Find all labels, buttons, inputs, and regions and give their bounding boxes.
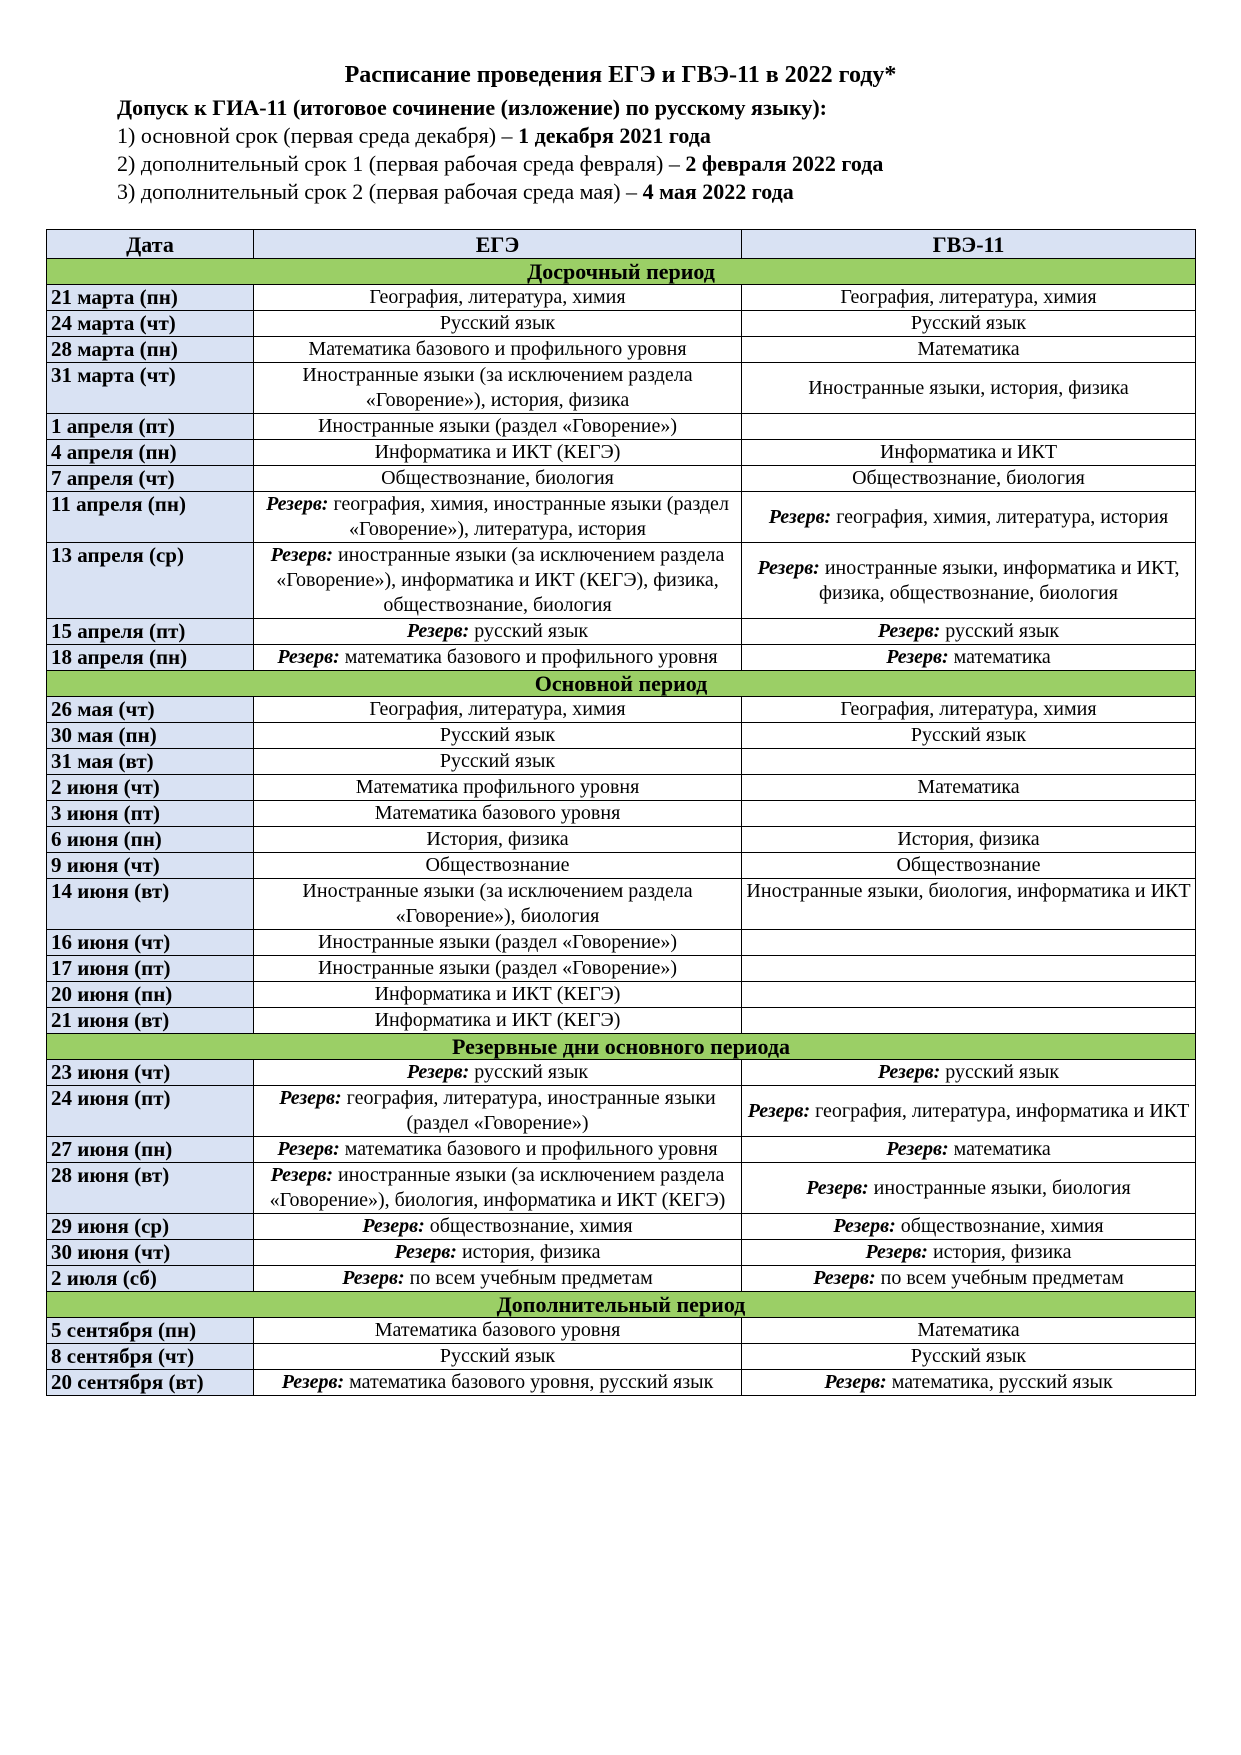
period-row xyxy=(47,1034,1196,1060)
subject-text: русский язык xyxy=(469,1061,589,1083)
subject-text: география, химия, литература, история xyxy=(831,505,1169,528)
subject-text: Обществознание, биология xyxy=(852,467,1085,489)
ege-cell xyxy=(254,1344,742,1370)
subject-text: по всем учебным предметам xyxy=(404,1267,653,1289)
date-cell: 2 июля (сб) xyxy=(47,1266,254,1292)
table-row xyxy=(47,930,1196,956)
date-cell: 18 апреля (пн) xyxy=(47,645,254,671)
subject-text: русский язык xyxy=(940,620,1060,642)
table-row xyxy=(47,1344,1196,1370)
admission-line-text: 1) основной срок (первая среда декабря) – xyxy=(117,123,519,148)
reserve-label: Резерв: xyxy=(833,1215,896,1237)
subject-text: География, литература, химия xyxy=(840,698,1097,720)
subject-text: Обществознание, биология xyxy=(381,467,614,489)
date-cell: 9 июня (чт) xyxy=(47,853,254,879)
date-cell: 8 сентября (чт) xyxy=(47,1344,254,1370)
ege-cell xyxy=(254,1214,742,1240)
period-row xyxy=(47,671,1196,697)
date-cell: 20 июня (пн) xyxy=(47,982,254,1008)
ege-cell xyxy=(254,879,742,930)
reserve-label: Резерв: xyxy=(813,1267,876,1289)
subject-text: по всем учебным предметам xyxy=(875,1267,1124,1289)
gve-cell xyxy=(742,1370,1196,1396)
gve-cell xyxy=(742,1344,1196,1370)
gve-cell xyxy=(742,775,1196,801)
table-row xyxy=(47,543,1196,619)
subject-text: иностранные языки, информатика и ИКТ, физика, обществознание, биология xyxy=(819,556,1180,604)
ege-cell xyxy=(254,853,742,879)
table-row xyxy=(47,1240,1196,1266)
gve-cell xyxy=(742,801,1196,827)
reserve-label: Резерв: xyxy=(270,1164,333,1186)
date-cell: 4 апреля (пн) xyxy=(47,440,254,466)
table-row xyxy=(47,827,1196,853)
ege-cell xyxy=(254,619,742,645)
ege-cell xyxy=(254,697,742,723)
ege-cell xyxy=(254,723,742,749)
table-row xyxy=(47,363,1196,414)
reserve-label: Резерв: xyxy=(342,1267,405,1289)
ege-cell xyxy=(254,1137,742,1163)
gve-cell xyxy=(742,440,1196,466)
date-cell: 27 июня (пн) xyxy=(47,1137,254,1163)
table-row xyxy=(47,1163,1196,1214)
subject-text: Русский язык xyxy=(439,1345,556,1367)
ege-cell xyxy=(254,492,742,543)
period-title: Досрочный период xyxy=(47,259,1196,285)
gve-cell xyxy=(742,1240,1196,1266)
ege-cell xyxy=(254,337,742,363)
subject-text: Информатика и ИКТ (КЕГЭ) xyxy=(374,441,621,463)
gve-cell xyxy=(742,697,1196,723)
subject-text: Иностранные языки (за исключением раздела «Говорение»), биология xyxy=(302,880,693,927)
reserve-label: Резерв: xyxy=(406,1061,470,1083)
header-ege: ЕГЭ xyxy=(254,230,742,259)
reserve-label: Резерв: xyxy=(279,1087,342,1109)
table-row xyxy=(47,440,1196,466)
subject-text: история, физика xyxy=(456,1241,601,1263)
gve-cell xyxy=(742,827,1196,853)
reserve-label: Резерв: xyxy=(270,544,333,566)
subject-text: русский язык xyxy=(940,1061,1060,1083)
subject-text: Иностранные языки (раздел «Говорение») xyxy=(317,957,678,979)
admission-line xyxy=(117,178,883,206)
gve-cell xyxy=(742,930,1196,956)
table-row xyxy=(47,982,1196,1008)
gve-cell xyxy=(742,619,1196,645)
table-row xyxy=(47,1060,1196,1086)
schedule-table xyxy=(46,229,1196,1396)
subject-text: Русский язык xyxy=(910,724,1027,746)
reserve-label: Резерв: xyxy=(757,556,820,579)
gve-cell xyxy=(742,1266,1196,1292)
ege-cell xyxy=(254,311,742,337)
ege-cell xyxy=(254,982,742,1008)
date-cell: 11 апреля (пн) xyxy=(47,492,254,543)
subject-text: география, литература, информатика и ИКТ xyxy=(810,1099,1190,1122)
date-cell: 23 июня (чт) xyxy=(47,1060,254,1086)
date-cell: 1 апреля (пт) xyxy=(47,414,254,440)
date-cell: 5 сентября (пн) xyxy=(47,1318,254,1344)
subject-text: Обществознание xyxy=(896,854,1041,876)
date-cell: 2 июня (чт) xyxy=(47,775,254,801)
date-cell: 15 апреля (пт) xyxy=(47,619,254,645)
period-title: Основной период xyxy=(47,671,1196,697)
table-row xyxy=(47,1318,1196,1344)
header-date: Дата xyxy=(47,230,254,259)
subject-text: обществознание, химия xyxy=(424,1215,633,1237)
ege-cell xyxy=(254,749,742,775)
ege-cell xyxy=(254,1318,742,1344)
date-cell: 31 мая (вт) xyxy=(47,749,254,775)
reserve-label: Резерв: xyxy=(281,1371,345,1393)
admission-line xyxy=(117,150,883,178)
table-row xyxy=(47,466,1196,492)
table-row xyxy=(47,1137,1196,1163)
ege-cell xyxy=(254,1008,742,1034)
subject-text: математика базового и профильного уровня xyxy=(339,1138,718,1160)
reserve-label: Резерв: xyxy=(406,620,470,642)
subject-text: математика, русский язык xyxy=(886,1371,1113,1393)
admission-block xyxy=(117,94,883,206)
ege-cell xyxy=(254,645,742,671)
admission-line-date: 1 декабря 2021 года xyxy=(518,123,711,148)
gve-cell xyxy=(742,466,1196,492)
subject-text: Математика xyxy=(917,1319,1020,1341)
gve-cell xyxy=(742,363,1196,414)
admission-line-date: 2 февраля 2022 года xyxy=(685,151,884,176)
ege-cell xyxy=(254,1266,742,1292)
gve-cell xyxy=(742,956,1196,982)
table-row xyxy=(47,723,1196,749)
admission-line xyxy=(117,122,883,150)
gve-cell xyxy=(742,723,1196,749)
subject-text: Обществознание xyxy=(425,854,570,876)
gve-cell xyxy=(742,982,1196,1008)
ege-cell xyxy=(254,1060,742,1086)
date-cell: 6 июня (пн) xyxy=(47,827,254,853)
reserve-label: Резерв: xyxy=(806,1176,869,1199)
period-title: Резервные дни основного периода xyxy=(47,1034,1196,1060)
table-row xyxy=(47,619,1196,645)
gve-cell xyxy=(742,285,1196,311)
ege-cell xyxy=(254,285,742,311)
ege-cell xyxy=(254,1240,742,1266)
reserve-label: Резерв: xyxy=(824,1371,887,1393)
table-row xyxy=(47,853,1196,879)
date-cell: 16 июня (чт) xyxy=(47,930,254,956)
date-cell: 7 апреля (чт) xyxy=(47,466,254,492)
ege-cell xyxy=(254,801,742,827)
subject-text: математика базового и профильного уровня xyxy=(339,646,718,668)
ege-cell xyxy=(254,1163,742,1214)
table-row xyxy=(47,749,1196,775)
period-row xyxy=(47,259,1196,285)
subject-text: История, физика xyxy=(897,828,1040,850)
table-row xyxy=(47,1008,1196,1034)
subject-text: Русский язык xyxy=(439,724,556,746)
schedule-body xyxy=(47,259,1196,1396)
subject-text: География, литература, химия xyxy=(369,286,626,308)
subject-text: география, литература, иностранные языки (раздел «Говорение») xyxy=(341,1087,716,1134)
ege-cell xyxy=(254,775,742,801)
table-row xyxy=(47,311,1196,337)
subject-text: История, физика xyxy=(426,828,569,850)
admission-heading: Допуск к ГИА-11 (итоговое сочинение (изложение) по русскому языку): xyxy=(117,95,827,120)
subject-text: математика xyxy=(948,1138,1051,1160)
date-cell: 26 мая (чт) xyxy=(47,697,254,723)
date-cell: 30 июня (чт) xyxy=(47,1240,254,1266)
table-row xyxy=(47,697,1196,723)
admission-line-text: 3) дополнительный срок 2 (первая рабочая среда мая) – xyxy=(117,179,643,204)
gve-cell xyxy=(742,1060,1196,1086)
date-cell: 24 марта (чт) xyxy=(47,311,254,337)
subject-text: Иностранные языки, биология, информатика и ИКТ xyxy=(746,880,1191,902)
ege-cell xyxy=(254,466,742,492)
table-row xyxy=(47,879,1196,930)
ege-cell xyxy=(254,827,742,853)
subject-text: иностранные языки, биология xyxy=(868,1176,1131,1199)
gve-cell xyxy=(742,1318,1196,1344)
gve-cell xyxy=(742,879,1196,930)
date-cell: 20 сентября (вт) xyxy=(47,1370,254,1396)
table-row xyxy=(47,1266,1196,1292)
subject-text: Иностранные языки (раздел «Говорение») xyxy=(317,931,678,953)
gve-cell xyxy=(742,337,1196,363)
subject-text: География, литература, химия xyxy=(840,286,1097,308)
date-cell: 21 марта (пн) xyxy=(47,285,254,311)
period-row xyxy=(47,1292,1196,1318)
subject-text: Информатика и ИКТ (КЕГЭ) xyxy=(374,983,621,1005)
ege-cell xyxy=(254,440,742,466)
subject-text: русский язык xyxy=(469,620,589,642)
date-cell: 21 июня (вт) xyxy=(47,1008,254,1034)
reserve-label: Резерв: xyxy=(877,620,941,642)
table-row xyxy=(47,645,1196,671)
table-row xyxy=(47,1086,1196,1137)
gve-cell xyxy=(742,414,1196,440)
subject-text: Русский язык xyxy=(439,312,556,334)
table-row xyxy=(47,1370,1196,1396)
reserve-label: Резерв: xyxy=(277,1138,340,1160)
ege-cell xyxy=(254,930,742,956)
gve-cell xyxy=(742,1214,1196,1240)
subject-text: география, химия, иностранные языки (раздел «Говорение»), литература, история xyxy=(328,493,729,540)
subject-text: иностранные языки (за исключением раздела «Говорение»), биология, информатика и ИКТ (КЕГЭ) xyxy=(269,1164,726,1211)
reserve-label: Резерв: xyxy=(865,1241,928,1263)
subject-text: иностранные языки (за исключением раздела «Говорение»), информатика и ИКТ (КЕГЭ), физика, обществознание, биология xyxy=(276,544,725,616)
gve-cell xyxy=(742,492,1196,543)
date-cell: 17 июня (пт) xyxy=(47,956,254,982)
date-cell: 28 июня (вт) xyxy=(47,1163,254,1214)
reserve-label: Резерв: xyxy=(362,1215,425,1237)
subject-text: Математика базового и профильного уровня xyxy=(308,338,687,360)
subject-text: Русский язык xyxy=(439,750,556,772)
date-cell: 31 марта (чт) xyxy=(47,363,254,414)
reserve-label: Резерв: xyxy=(886,646,949,668)
ege-cell xyxy=(254,363,742,414)
subject-text: математика xyxy=(948,646,1051,668)
reserve-label: Резерв: xyxy=(768,505,832,528)
gve-cell xyxy=(742,853,1196,879)
ege-cell xyxy=(254,414,742,440)
ege-cell xyxy=(254,1086,742,1137)
reserve-label: Резерв: xyxy=(886,1138,949,1160)
subject-text: Иностранные языки, история, физика xyxy=(808,376,1129,399)
admission-line-text: 2) дополнительный срок 1 (первая рабочая среда февраля) – xyxy=(117,151,686,176)
ege-cell xyxy=(254,956,742,982)
date-cell: 29 июня (ср) xyxy=(47,1214,254,1240)
date-cell: 3 июня (пт) xyxy=(47,801,254,827)
reserve-label: Резерв: xyxy=(394,1241,457,1263)
subject-text: обществознание, химия xyxy=(895,1215,1104,1237)
ege-cell xyxy=(254,1370,742,1396)
subject-text: Иностранные языки (раздел «Говорение») xyxy=(317,415,678,437)
table-row xyxy=(47,775,1196,801)
table-row xyxy=(47,337,1196,363)
header-gve: ГВЭ-11 xyxy=(742,230,1196,259)
gve-cell xyxy=(742,1008,1196,1034)
subject-text: Русский язык xyxy=(910,312,1027,334)
subject-text: Информатика и ИКТ (КЕГЭ) xyxy=(374,1009,621,1031)
subject-text: Математика xyxy=(917,338,1020,360)
subject-text: Математика базового уровня xyxy=(374,1319,621,1341)
subject-text: Информатика и ИКТ xyxy=(879,441,1058,463)
date-cell: 14 июня (вт) xyxy=(47,879,254,930)
table-row xyxy=(47,956,1196,982)
ege-cell xyxy=(254,543,742,619)
subject-text: Русский язык xyxy=(910,1345,1027,1367)
gve-cell xyxy=(742,1086,1196,1137)
table-row xyxy=(47,801,1196,827)
date-cell: 30 мая (пн) xyxy=(47,723,254,749)
gve-cell xyxy=(742,311,1196,337)
table-row xyxy=(47,285,1196,311)
page-title: Расписание проведения ЕГЭ и ГВЭ-11 в 2022 году* xyxy=(344,62,897,88)
gve-cell xyxy=(742,749,1196,775)
date-cell: 24 июня (пт) xyxy=(47,1086,254,1137)
subject-text: Математика базового уровня xyxy=(374,802,621,824)
subject-text: история, физика xyxy=(927,1241,1072,1263)
table-header-row xyxy=(47,230,1196,259)
reserve-label: Резерв: xyxy=(266,493,329,515)
table-row xyxy=(47,492,1196,543)
date-cell: 13 апреля (ср) xyxy=(47,543,254,619)
admission-line-date: 4 мая 2022 года xyxy=(642,179,794,204)
gve-cell xyxy=(742,1163,1196,1214)
subject-text: математика базового уровня, русский язык xyxy=(344,1371,714,1393)
gve-cell xyxy=(742,1137,1196,1163)
reserve-label: Резерв: xyxy=(877,1061,941,1083)
reserve-label: Резерв: xyxy=(277,646,340,668)
gve-cell xyxy=(742,645,1196,671)
reserve-label: Резерв: xyxy=(747,1099,811,1122)
gve-cell xyxy=(742,543,1196,619)
subject-text: Математика xyxy=(917,776,1020,798)
table-row xyxy=(47,1214,1196,1240)
period-title: Дополнительный период xyxy=(47,1292,1196,1318)
table-row xyxy=(47,414,1196,440)
subject-text: География, литература, химия xyxy=(369,698,626,720)
subject-text: Математика профильного уровня xyxy=(355,776,640,798)
subject-text: Иностранные языки (за исключением раздела «Говорение»), история, физика xyxy=(302,364,693,411)
date-cell: 28 марта (пн) xyxy=(47,337,254,363)
